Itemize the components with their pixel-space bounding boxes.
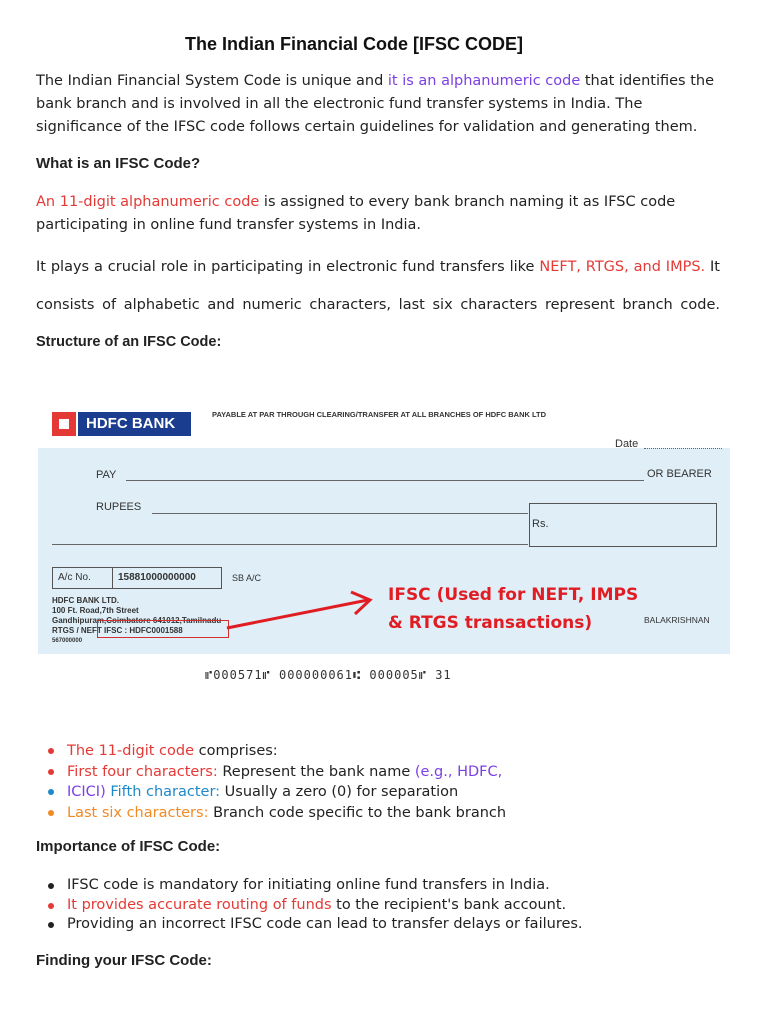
bullet-icon	[48, 922, 54, 928]
branch-line-ifsc: RTGS / NEFT IFSC : HDFC0001588	[52, 626, 183, 635]
list-item-text: Providing an incorrect IFSC code can lead to transfer delays or failures.	[67, 916, 583, 932]
signatory-name: BALAKRISHNAN	[644, 615, 710, 625]
cheque-image	[38, 398, 730, 654]
intro-paragraph	[36, 70, 720, 139]
payable-text: PAYABLE AT PAR THROUGH CLEARING/TRANSFER AT ALL BRANCHES OF HDFC BANK LTD	[212, 410, 547, 419]
bullet-icon	[48, 789, 54, 795]
list-item-text: comprises:	[194, 743, 278, 759]
list-item-text: Branch code specific to the bank branch	[208, 804, 507, 821]
bank-name: HDFC BANK	[78, 412, 191, 436]
rupees-line	[152, 513, 528, 514]
hdfc-logo-icon	[52, 412, 76, 436]
role-text: It plays a crucial role in participating in electronic fund transfers like	[36, 259, 540, 275]
what-highlight: An 11-digit alphanumeric code	[36, 194, 260, 210]
list-item	[46, 876, 736, 896]
list-item-text: It provides accurate routing of funds	[67, 896, 332, 913]
list-item	[46, 803, 736, 824]
intro-highlight: it is an alphanumeric code	[387, 73, 581, 89]
rupees-label: RUPEES	[96, 501, 142, 513]
list-item	[46, 782, 736, 803]
list-item-text: First four characters:	[67, 763, 218, 780]
what-paragraph	[36, 191, 720, 237]
list-item-text: IFSC code is mandatory for initiating online fund transfers in India.	[67, 877, 550, 893]
branch-code-small: 567000000	[52, 638, 83, 644]
what-heading: What is an IFSC Code?	[36, 155, 201, 172]
list-item	[46, 915, 736, 935]
role-paragraph	[36, 249, 720, 362]
branch-line: 100 Ft. Road,7th Street	[52, 606, 139, 615]
rs-label: Rs.	[532, 518, 549, 530]
date-line	[644, 448, 722, 449]
ac-number: 15881000000000	[118, 572, 196, 583]
amount-box	[529, 503, 717, 547]
bullet-icon	[48, 903, 54, 909]
callout-line-1: IFSC (Used for NEFT, IMPS	[388, 585, 639, 605]
ifsc-callout	[388, 581, 638, 637]
intro-text-rest: that identifies the bank branch and is involved in all the electronic fund transfer systems in India. The significance of the IFSC code follows certain guidelines for validation and generating them.	[36, 73, 714, 135]
list-item	[46, 741, 736, 762]
role-text-rest: It consists of alphabetic and numeric characters, last six characters represent branch code.	[36, 259, 720, 313]
date-label: Date	[615, 438, 639, 450]
list-item-text: Last six characters:	[67, 804, 209, 821]
list-item	[46, 896, 736, 916]
importance-heading: Importance of IFSC Code:	[36, 838, 221, 855]
micr-code: ⑈000571⑈ 000000061⑆ 000005⑈ 31	[205, 668, 452, 682]
branch-line: HDFC BANK LTD.	[52, 596, 119, 605]
rupees-line-2	[52, 544, 528, 545]
pay-label: PAY	[96, 469, 117, 481]
what-text: is assigned to every bank branch naming it as IFSC code participating in online fund transfer systems in India.	[36, 194, 676, 233]
bullet-icon	[48, 748, 54, 754]
branch-line: Gandhipuram,Coimbatore 641012,Tamilnadu	[52, 616, 222, 625]
ifsc-highlight-box	[97, 620, 229, 638]
structure-heading: Structure of an IFSC Code:	[36, 334, 222, 350]
list-item-text: to the recipient's bank account.	[331, 896, 567, 913]
pay-line	[126, 480, 644, 481]
ac-label: A/c No.	[58, 572, 91, 583]
finding-heading: Finding your IFSC Code:	[36, 952, 212, 969]
role-highlight: NEFT, RTGS, and IMPS.	[539, 259, 706, 275]
bullet-icon	[48, 810, 54, 816]
list-item	[46, 762, 736, 783]
ac-type: SB A/C	[232, 573, 262, 583]
importance-list	[46, 876, 736, 935]
list-item-text: Fifth character:	[105, 784, 221, 800]
list-item-text: (e.g., HDFC,	[414, 763, 503, 780]
list-item-text: ICICI)	[67, 784, 106, 800]
arrow-icon	[223, 588, 383, 638]
list-item-text: Represent the bank name	[217, 763, 415, 780]
callout-line-2: & RTGS transactions)	[388, 613, 593, 633]
list-item-text: The 11-digit code	[67, 743, 194, 759]
bullet-icon	[48, 769, 54, 775]
page-title: The Indian Financial Code [IFSC CODE]	[184, 34, 524, 54]
ac-divider	[112, 568, 113, 588]
bearer-label: OR BEARER	[647, 468, 712, 480]
structure-list	[46, 741, 736, 823]
bullet-icon	[48, 883, 54, 889]
list-item-text: Usually a zero (0) for separation	[220, 784, 459, 800]
intro-text: The Indian Financial System Code is unique and	[36, 73, 388, 89]
